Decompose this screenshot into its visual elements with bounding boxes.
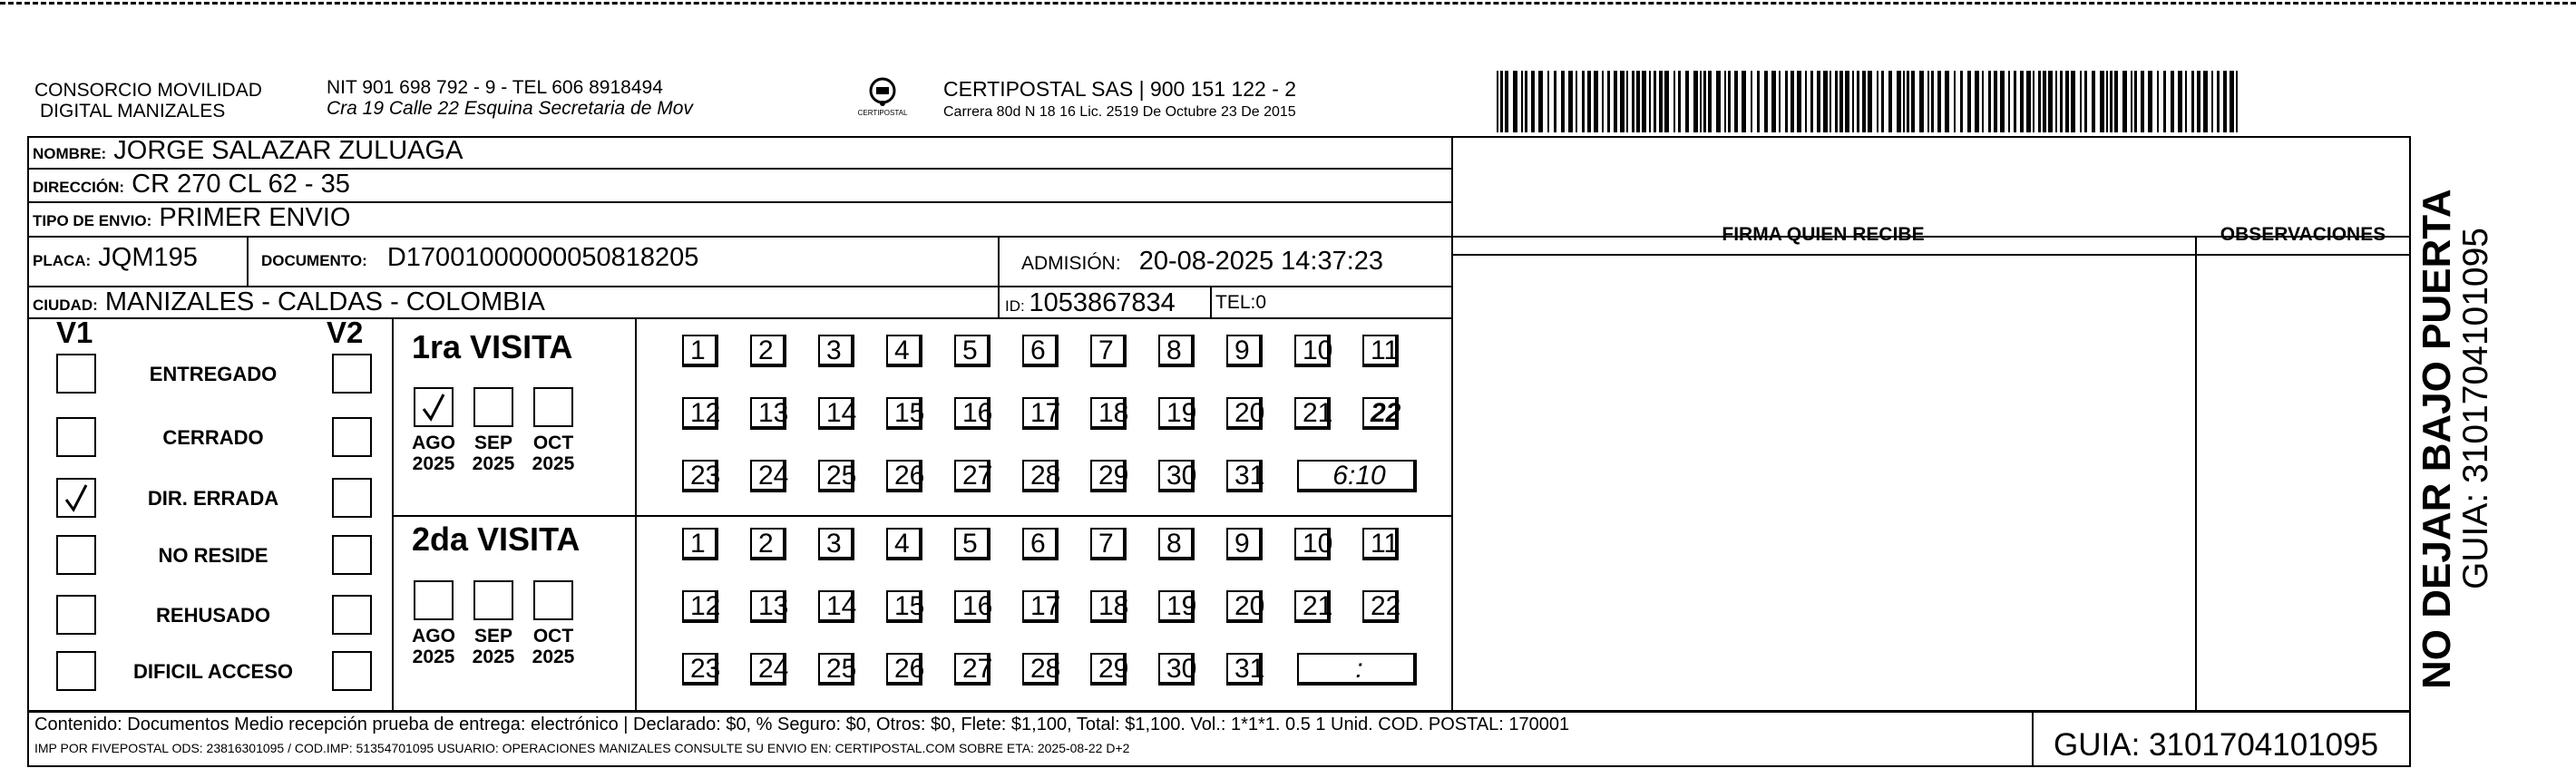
barcode-bar	[2071, 71, 2075, 132]
v2-status-checkbox[interactable]	[332, 595, 372, 635]
barcode-bar	[1764, 71, 1768, 132]
barcode-bar	[2043, 71, 2046, 132]
content-summary: Contenido: Documentos Medio recepción prueba de entrega: electrónico | Declarado: $0, % Seguro: $0, Otros: $0, Flete: $1,100, Total: $1,100. Vol.: 1*1*1. 0.5 1 Unid. COD. POSTAL: 170001	[34, 715, 1570, 734]
barcode-bar	[1771, 71, 1776, 132]
visit-day-box[interactable]: 21	[1294, 397, 1331, 430]
barcode-bar	[2203, 71, 2208, 132]
barcode-bar	[2178, 71, 2182, 132]
v1-status-checkbox[interactable]	[56, 535, 96, 575]
barcode-bar	[1505, 71, 1508, 132]
visit-time-field[interactable]: :	[1297, 653, 1417, 686]
barcode-bar	[2191, 71, 2194, 132]
barcode-bar	[1497, 71, 1498, 132]
barcode-bar	[1988, 71, 1991, 132]
barcode-bar	[1960, 71, 1963, 132]
barcode-bar	[1791, 71, 1794, 132]
barcode-bar	[2223, 71, 2227, 132]
barcode-bar	[1500, 71, 1503, 132]
status-label: ENTREGADO	[149, 363, 278, 385]
barcode-bar	[1538, 71, 1543, 132]
barcode-bar	[1568, 71, 1573, 132]
visit-day-box[interactable]: 4	[886, 528, 922, 560]
name-field: NOMBRE: JORGE SALAZAR ZULUAGA	[33, 136, 463, 165]
barcode-bar	[2122, 71, 2127, 132]
cut-line	[0, 2, 2576, 5]
visit-day-box[interactable]: 28	[1022, 653, 1059, 686]
barcode-bar	[1757, 71, 1760, 132]
barcode-bar	[2000, 71, 2005, 132]
visit-month-label: SEP 2025	[472, 433, 515, 474]
barcode-bar	[1931, 71, 1934, 132]
admission-field: ADMISIÓN: 20-08-2025 14:37:23	[1021, 247, 1384, 276]
visit-day-box[interactable]: 15	[886, 397, 922, 430]
visit-day-box[interactable]: 6	[1022, 528, 1059, 560]
v2-status-checkbox[interactable]	[332, 535, 372, 575]
visit-day-box[interactable]: 16	[954, 590, 990, 623]
visit-day-box[interactable]: 27	[954, 653, 990, 686]
visit-day-box[interactable]: 30	[1158, 653, 1195, 686]
barcode-bar	[1700, 71, 1702, 132]
barcode-bar	[2141, 71, 2144, 132]
v2-header: V2	[327, 316, 364, 349]
visit-month-checkbox[interactable]	[533, 387, 573, 427]
visit-day-box[interactable]: 11	[1362, 335, 1399, 367]
visit-day-box[interactable]: 5	[954, 335, 990, 367]
guide-number: GUIA: 3101704101095	[2054, 727, 2379, 763]
visit-day-box[interactable]: 29	[1090, 460, 1127, 492]
visit-day-box[interactable]: 31	[1226, 653, 1263, 686]
visit-day-box[interactable]: 5	[954, 528, 990, 560]
barcode-bar	[2171, 71, 2174, 132]
visit-day-box[interactable]: 11	[1362, 528, 1399, 560]
check-icon	[415, 389, 452, 425]
barcode-bar	[1531, 71, 1535, 132]
barcode-bar	[2060, 71, 2063, 132]
visit-day-box[interactable]: 17	[1022, 590, 1059, 623]
v1-status-checkbox[interactable]	[56, 478, 96, 518]
visit-day-box[interactable]: 26	[886, 460, 922, 492]
barcode-bar	[1852, 71, 1854, 132]
barcode-bar	[2236, 71, 2238, 132]
barcode-bar	[2020, 71, 2024, 132]
side-notice: NO DEJAR BAJO PUERTA GUIA: 3101704101095	[2415, 189, 2495, 689]
visit-month-checkbox[interactable]	[473, 580, 513, 620]
visit-month-checkbox[interactable]	[414, 387, 454, 427]
barcode-bar	[1654, 71, 1656, 132]
visit-day-box[interactable]: 2	[750, 335, 786, 367]
barcode-bar	[2026, 71, 2031, 132]
first-visit-title: 1ra VISITA	[412, 328, 573, 365]
id-field: ID: 1053867834	[1005, 288, 1176, 317]
phone-field: TEL:0	[1215, 292, 1267, 313]
barcode-bar	[1607, 71, 1610, 132]
barcode-bar	[2048, 71, 2053, 132]
barcode-bar	[1888, 71, 1892, 132]
barcode-bar	[1797, 71, 1801, 132]
barcode-bar	[2080, 71, 2082, 132]
visit-day-box[interactable]: 22	[1362, 397, 1399, 430]
barcode-bar	[2197, 71, 2200, 132]
visit-day-box[interactable]: 25	[818, 653, 854, 686]
v1-status-checkbox[interactable]	[56, 595, 96, 635]
visit-day-box[interactable]: 24	[750, 653, 786, 686]
company-contact: NIT 901 698 792 - 9 - TEL 606 8918494 Cra 19 Calle 22 Esquina Secretaria de Mov	[327, 77, 693, 119]
barcode-bar	[1554, 71, 1556, 132]
barcode-bar	[1708, 71, 1712, 132]
barcode-bar	[1685, 71, 1689, 132]
visit-day-box[interactable]: 10	[1294, 335, 1331, 367]
barcode-bar	[2065, 71, 2069, 132]
barcode-bar	[2008, 71, 2010, 132]
visit-month-checkbox[interactable]	[533, 580, 573, 620]
company-name: CONSORCIO MOVILIDAD DIGITAL MANIZALES	[34, 80, 262, 122]
visit-time-field[interactable]: 6:10	[1297, 460, 1417, 492]
barcode-bar	[2100, 71, 2104, 132]
visit-day-box[interactable]: 8	[1158, 528, 1195, 560]
barcode-bar	[1649, 71, 1651, 132]
barcode-bar	[1561, 71, 1565, 132]
barcode-bar	[1817, 71, 1820, 132]
visit-day-box[interactable]: 14	[818, 397, 854, 430]
visit-day-box[interactable]: 7	[1090, 335, 1127, 367]
v1-status-checkbox[interactable]	[56, 354, 96, 394]
visit-month-label: SEP 2025	[472, 626, 515, 667]
barcode-bar	[1779, 71, 1781, 132]
barcode-bar	[1614, 71, 1617, 132]
visit-day-box[interactable]: 7	[1090, 528, 1127, 560]
visit-day-box[interactable]: 27	[954, 460, 990, 492]
barcode-bar	[1911, 71, 1915, 132]
visit-day-box[interactable]: 31	[1226, 460, 1263, 492]
v1-header: V1	[56, 316, 93, 349]
barcode-bar	[1982, 71, 1984, 132]
barcode-bar	[1576, 71, 1577, 132]
barcode-bar	[2084, 71, 2087, 132]
barcode-bar	[1620, 71, 1625, 132]
visit-day-box[interactable]: 26	[886, 653, 922, 686]
barcode-bar	[2157, 71, 2159, 132]
barcode-bar	[1903, 71, 1905, 132]
status-label: NO RESIDE	[158, 544, 268, 567]
status-label: CERRADO	[162, 426, 264, 449]
visit-day-box[interactable]: 28	[1022, 460, 1059, 492]
v2-status-checkbox[interactable]	[332, 478, 372, 518]
barcode-bar	[2211, 71, 2213, 132]
barcode-bar	[2230, 71, 2234, 132]
v1-status-checkbox[interactable]	[56, 651, 96, 691]
visit-day-box[interactable]: 13	[750, 590, 786, 623]
barcode-bar	[2014, 71, 2016, 132]
visit-day-box[interactable]: 17	[1022, 397, 1059, 430]
status-label: DIR. ERRADA	[147, 487, 279, 510]
visit-day-box[interactable]: 30	[1158, 460, 1195, 492]
barcode-bar	[2055, 71, 2057, 132]
visit-day-box[interactable]: 24	[750, 460, 786, 492]
v2-status-checkbox[interactable]	[332, 417, 372, 457]
barcode-bar	[1835, 71, 1838, 132]
barcode-bar	[1525, 71, 1527, 132]
visit-day-box[interactable]: 23	[682, 460, 718, 492]
barcode-bar	[1945, 71, 1949, 132]
barcode-bar	[1716, 71, 1721, 132]
barcode-bar	[2033, 71, 2034, 132]
barcode-bar	[2131, 71, 2132, 132]
visit-day-box[interactable]: 9	[1226, 528, 1263, 560]
visit-day-box[interactable]: 16	[954, 397, 990, 430]
status-label: DIFICIL ACCESO	[132, 660, 293, 683]
city-field: CIUDAD: MANIZALES - CALDAS - COLOMBIA	[33, 287, 545, 316]
barcode-bar	[2106, 71, 2108, 132]
barcode-bar	[1673, 71, 1675, 132]
barcode-bar	[1582, 71, 1585, 132]
visit-day-box[interactable]: 25	[818, 460, 854, 492]
barcode-bar	[1724, 71, 1726, 132]
barcode-bar	[2148, 71, 2152, 132]
visit-day-box[interactable]: 9	[1226, 335, 1263, 367]
barcode-bar	[1632, 71, 1634, 132]
barcode-bar	[1877, 71, 1878, 132]
observations-area[interactable]	[2204, 263, 2404, 698]
v1-status-checkbox[interactable]	[56, 417, 96, 457]
barcode-bar	[2114, 71, 2118, 132]
barcode-bar	[1868, 71, 1872, 132]
shipment-type-field: TIPO DE ENVIO: PRIMER ENVIO	[33, 203, 351, 232]
barcode-bar	[2134, 71, 2137, 132]
visit-month-checkbox[interactable]	[473, 387, 513, 427]
barcode-bar	[1839, 71, 1843, 132]
signature-header: FIRMA QUIEN RECIBE	[1722, 224, 1925, 245]
visit-month-label: AGO 2025	[412, 433, 455, 474]
barcode-bar	[1862, 71, 1866, 132]
visit-month-label: OCT 2025	[532, 626, 575, 667]
barcode-bar	[1805, 71, 1807, 132]
v2-status-checkbox[interactable]	[332, 354, 372, 394]
visit-month-label: AGO 2025	[412, 626, 455, 667]
signature-area[interactable]	[1460, 263, 2186, 698]
visit-day-box[interactable]: 12	[682, 397, 718, 430]
visit-day-box[interactable]: 21	[1294, 590, 1331, 623]
barcode-bar	[1602, 71, 1604, 132]
barcode-bar	[1845, 71, 1849, 132]
visit-day-box[interactable]: 12	[682, 590, 718, 623]
barcode-bar	[1937, 71, 1941, 132]
visit-day-box[interactable]: 3	[818, 528, 854, 560]
visit-day-box[interactable]: 20	[1226, 590, 1263, 623]
barcode-bar	[1636, 71, 1640, 132]
barcode-bar	[1994, 71, 1997, 132]
barcode	[1497, 71, 2249, 134]
visit-day-box[interactable]: 2	[750, 528, 786, 560]
observations-header: OBSERVACIONES	[2220, 224, 2386, 245]
barcode-bar	[1664, 71, 1669, 132]
barcode-bar	[2110, 71, 2113, 132]
barcode-bar	[2217, 71, 2220, 132]
visit-day-box[interactable]: 23	[682, 653, 718, 686]
barcode-bar	[1521, 71, 1523, 132]
barcode-bar	[1823, 71, 1828, 132]
barcode-bar	[1897, 71, 1901, 132]
plate-field: PLACA: JQM195	[33, 243, 198, 272]
visit-day-box[interactable]: 15	[886, 590, 922, 623]
visit-month-label: OCT 2025	[532, 433, 575, 474]
barcode-bar	[2092, 71, 2095, 132]
barcode-bar	[1830, 71, 1831, 132]
barcode-bar	[1659, 71, 1663, 132]
barcode-bar	[2185, 71, 2187, 132]
barcode-bar	[1728, 71, 1731, 132]
check-icon	[58, 480, 94, 516]
visit-day-box[interactable]: 1	[682, 335, 718, 367]
visit-day-box[interactable]: 1	[682, 528, 718, 560]
barcode-bar	[1513, 71, 1517, 132]
barcode-bar	[1678, 71, 1681, 132]
carrier-info: CERTIPOSTAL SAS | 900 151 122 - 2 Carrera 80d N 18 16 Lic. 2519 De Octubre 23 De 2015	[943, 77, 1297, 120]
visit-day-box[interactable]: 6	[1022, 335, 1059, 367]
visit-day-box[interactable]: 19	[1158, 590, 1195, 623]
document-field: DOCUMENTO: D17001000000050818205	[261, 243, 699, 272]
v2-status-checkbox[interactable]	[332, 651, 372, 691]
barcode-bar	[1881, 71, 1884, 132]
barcode-bar	[1919, 71, 1924, 132]
visit-day-box[interactable]: 19	[1158, 397, 1195, 430]
barcode-bar	[1810, 71, 1813, 132]
barcode-bar	[1975, 71, 1979, 132]
visit-month-checkbox[interactable]	[414, 580, 454, 620]
barcode-bar	[1907, 71, 1909, 132]
visit-day-box[interactable]: 13	[750, 397, 786, 430]
barcode-bar	[1594, 71, 1598, 132]
visit-day-box[interactable]: 8	[1158, 335, 1195, 367]
visit-day-box[interactable]: 22	[1362, 590, 1399, 623]
barcode-bar	[1927, 71, 1929, 132]
barcode-bar	[1751, 71, 1752, 132]
visit-day-box[interactable]: 18	[1090, 397, 1127, 430]
barcode-bar	[1587, 71, 1591, 132]
barcode-bar	[1703, 71, 1706, 132]
second-visit-title: 2da VISITA	[412, 520, 581, 558]
visit-day-box[interactable]: 20	[1226, 397, 1263, 430]
print-info: IMP POR FIVEPOSTAL ODS: 23816301095 / COD.IMP: 51354701095 USUARIO: OPERACIONES MANIZALES CONSULTE SU ENVIO EN: CERTIPOSTAL.COM SOBRE ETA: 2025-08-22 D+2	[34, 741, 1130, 755]
barcode-bar	[1626, 71, 1628, 132]
barcode-bar	[1642, 71, 1646, 132]
visit-day-box[interactable]: 29	[1090, 653, 1127, 686]
visit-day-box[interactable]: 14	[818, 590, 854, 623]
barcode-bar	[1967, 71, 1971, 132]
visit-day-box[interactable]: 10	[1294, 528, 1331, 560]
address-field: DIRECCIÓN: CR 270 CL 62 - 35	[33, 170, 350, 199]
barcode-bar	[1547, 71, 1549, 132]
barcode-bar	[1693, 71, 1698, 132]
barcode-bar	[1954, 71, 1956, 132]
visit-day-box[interactable]: 18	[1090, 590, 1127, 623]
barcode-bar	[1734, 71, 1738, 132]
barcode-bar	[1785, 71, 1788, 132]
visit-day-box[interactable]: 3	[818, 335, 854, 367]
barcode-bar	[2038, 71, 2041, 132]
barcode-bar	[1742, 71, 1746, 132]
barcode-bar	[2163, 71, 2166, 132]
status-label: REHUSADO	[156, 604, 270, 627]
certipostal-logo: CERTIPOSTAL	[851, 73, 914, 120]
barcode-bar	[1857, 71, 1859, 132]
visit-day-box[interactable]: 4	[886, 335, 922, 367]
